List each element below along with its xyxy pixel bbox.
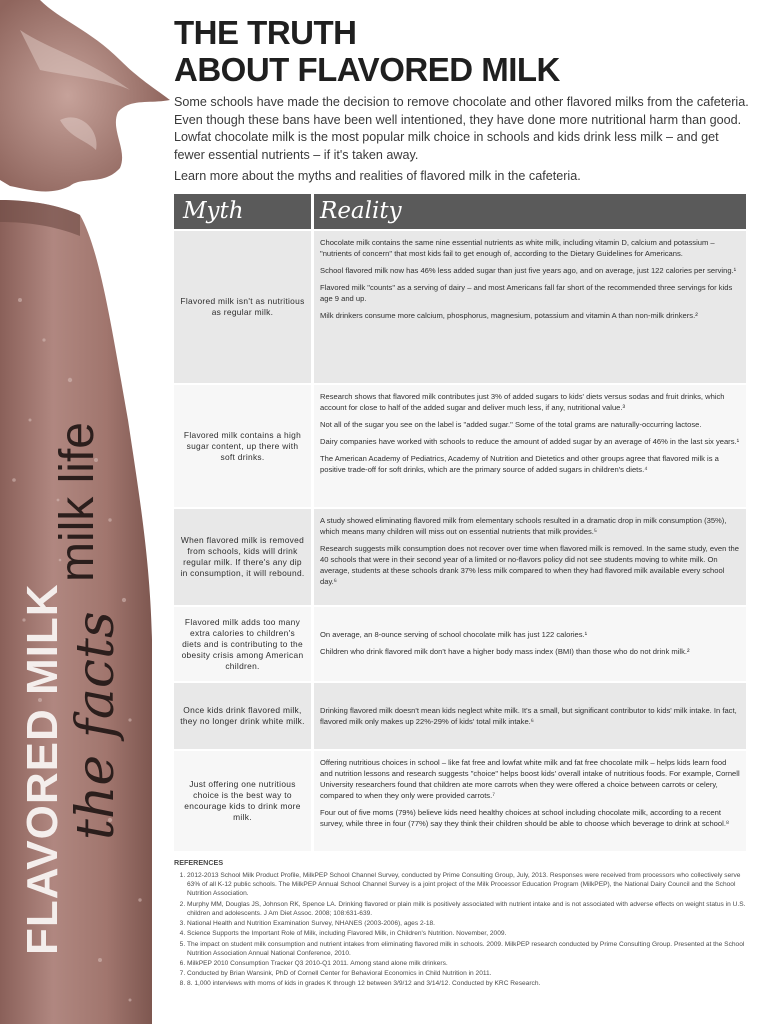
myth-cell: Flavored milk adds too many extra calories to children's diets and is contributing to the obesity crisis among American children.	[174, 607, 314, 681]
reference-item: 8. 8. 1,000 interviews with moms of kids in grades K through 12 between 3/9/12 and 3/14/12. Conducted by KRC Research.	[187, 979, 750, 988]
myth-cell: Just offering one nutritious choice is the best way to encourage kids to drink more milk.	[174, 751, 314, 851]
reality-point: The American Academy of Pediatrics, Academy of Nutrition and Dietetics and other groups agree that flavored milk is a positive trade-off for soft drinks, which are the primary source of added sugars in children's diets.⁴	[320, 454, 719, 474]
reality-cell	[314, 509, 746, 605]
myth-reality-table	[174, 194, 746, 851]
reality-point: Flavored milk "counts" as a serving of dairy – and most Americans fall far short of the recommended three servings for kids age 9 and up.	[320, 283, 733, 303]
references-list	[174, 871, 750, 988]
title-line-1: THE TRUTH	[174, 14, 357, 51]
table-row	[174, 681, 746, 749]
reality-cell	[314, 683, 746, 749]
reality-point: Children who drink flavored milk don't have a higher body mass index (BMI) than those who do not drink milk.²	[320, 647, 690, 656]
reality-point: Drinking flavored milk doesn't mean kids neglect white milk. It's a small, but significant contributor to kids' milk intake. In fact, flavored milk only makes up 22%-29% of kids' total milk intake.⁶	[320, 706, 737, 726]
reality-point: Milk drinkers consume more calcium, phosphorus, magnesium, potassium and vitamin A than non-milk drinkers.²	[320, 311, 698, 320]
reality-cell	[314, 385, 746, 507]
reference-item: 7. Conducted by Brian Wansink, PhD of Cornell Center for Behavioral Economics in Child Nutrition in 2011.	[187, 969, 750, 978]
reality-point: On average, an 8-ounce serving of school chocolate milk has just 122 calories.¹	[320, 630, 588, 639]
reality-cell	[314, 231, 746, 383]
reality-point: Four out of five moms (79%) believe kids need healthy choices at school including chocolate milk, according to a recent survey, while three in four (77%) say they think their children should be able to choose which beverage to drink at school.⁸	[320, 808, 730, 828]
myth-column-header: Myth	[174, 194, 314, 229]
vertical-brand-title: FLAVORED MILK	[18, 583, 67, 955]
chocolate-milk-bottle-image	[0, 0, 172, 1024]
table-row	[174, 383, 746, 507]
myth-cell: Once kids drink flavored milk, they no longer drink white milk.	[174, 683, 314, 749]
title-line-2: ABOUT FLAVORED MILK	[174, 51, 560, 88]
table-row	[174, 749, 746, 851]
reality-point: A study showed eliminating flavored milk from elementary schools resulted in a dramatic drop in milk consumption (35%), which means many children will miss out on essential nutrients that milk provides.⁵	[320, 516, 727, 536]
reality-point: Not all of the sugar you see on the label is "added sugar." Some of the total grams are naturally-occurring lactose.	[320, 420, 702, 429]
reality-point: Dairy companies have worked with schools to reduce the amount of added sugar by an average of 46% in the last six years.¹	[320, 437, 740, 446]
reality-point: Offering nutritious choices in school – like fat free and lowfat white milk and fat free chocolate milk – helps kids learn food and nutrition lessons and research suggests "choice" helps boost kids' overall intake of nutritious foods. For example, Cornell University researchers found that children ate more carrots when they were offered a choice between carrots or celery, compared to when they only were provided carrots.⁷	[320, 758, 740, 800]
reality-cell	[314, 751, 746, 851]
reference-item: 3. National Health and Nutrition Examination Survey, NHANES (2003-2006), ages 2-18.	[187, 919, 750, 928]
references-section	[174, 858, 750, 990]
vertical-brand-subtitle: the facts	[66, 611, 126, 840]
reality-point: Research suggests milk consumption does not recover over time when flavored milk is removed. In the same study, even the 40 schools that were in their second year of a limited or no-flavors policy did not see students moving to white milk. On average, students at these schools drank 37% less milk compared to when they had flavored milk available every school day.⁶	[320, 544, 739, 586]
reality-point: Chocolate milk contains the same nine essential nutrients as white milk, including vitamin D, calcium and potassium – "nutrients of concern" that most kids fail to get enough of, according to the Dietary Guidelines for Americans.	[320, 238, 715, 258]
reference-item: 2. Murphy MM, Douglas JS, Johnson RK, Spence LA. Drinking flavored or plain milk is positively associated with nutrient intake and is not associated with adverse effects on weight status in U.S. children and adolescents. J Am Diet Assoc. 2008; 108:631-639.	[187, 900, 750, 918]
table-row	[174, 229, 746, 383]
table-row	[174, 605, 746, 681]
references-heading: REFERENCES	[174, 858, 224, 867]
table-row	[174, 507, 746, 605]
reference-item: 6. MilkPEP 2010 Consumption Tracker Q3 2010-Q1 2011. Among stand alone milk drinkers.	[187, 959, 750, 968]
reference-item: 4. Science Supports the Important Role of Milk, including Flavored Milk, in Children's Nutrition. November, 2009.	[187, 929, 750, 938]
myth-cell: When flavored milk is removed from schools, kids will drink regular milk. If there's any dip in consumption, it will rebound.	[174, 509, 314, 605]
reference-item: 1. 2012-2013 School Milk Product Profile, MilkPEP School Channel Survey, conducted by Prime Consulting Group, July, 2013. Responses were received from processors who collectively serve 63% of all K-12 public schools. The MilkPEP Annual School Channel Survey is a joint project of the Milk Processor Education Program (MilkPEP), the National Dairy Council and the School Nutrition Association.	[187, 871, 750, 898]
reality-column-header: Reality	[320, 198, 402, 224]
table-header	[174, 194, 746, 229]
reality-point: School flavored milk now has 46% less added sugar than just five years ago, and on average, just 122 calories per serving.¹	[320, 266, 737, 275]
reality-cell	[314, 607, 746, 681]
milk-life-logo: milk life	[51, 421, 104, 582]
myth-cell: Flavored milk isn't as nutritious as regular milk.	[174, 231, 314, 383]
learn-more-text: Learn more about the myths and realities of flavored milk in the cafeteria.	[174, 169, 581, 183]
myth-cell: Flavored milk contains a high sugar content, up there with soft drinks.	[174, 385, 314, 507]
reference-item: 5. The impact on student milk consumption and nutrient intakes from eliminating flavored milk in schools. 2009. MilkPEP research conducted by Prime Consulting Group. Presented at the School Nutrition Association Annual National Conference, 2010.	[187, 940, 750, 958]
reality-point: Research shows that flavored milk contributes just 3% of added sugars to kids' diets versus sodas and fruit drinks, which account for close to half of the added sugar and deliver much less, if any, nutritional value.³	[320, 392, 725, 412]
page-title	[174, 14, 754, 88]
intro-paragraph: Some schools have made the decision to remove chocolate and other flavored milks from the cafeteria. Even though these bans have been well intentioned, they have done more nutritional harm than good. Lowfat chocolate milk is the most popular milk choice in schools and kids drink less milk – and get fewer essential nutrients – if it's taken away.	[174, 95, 749, 162]
